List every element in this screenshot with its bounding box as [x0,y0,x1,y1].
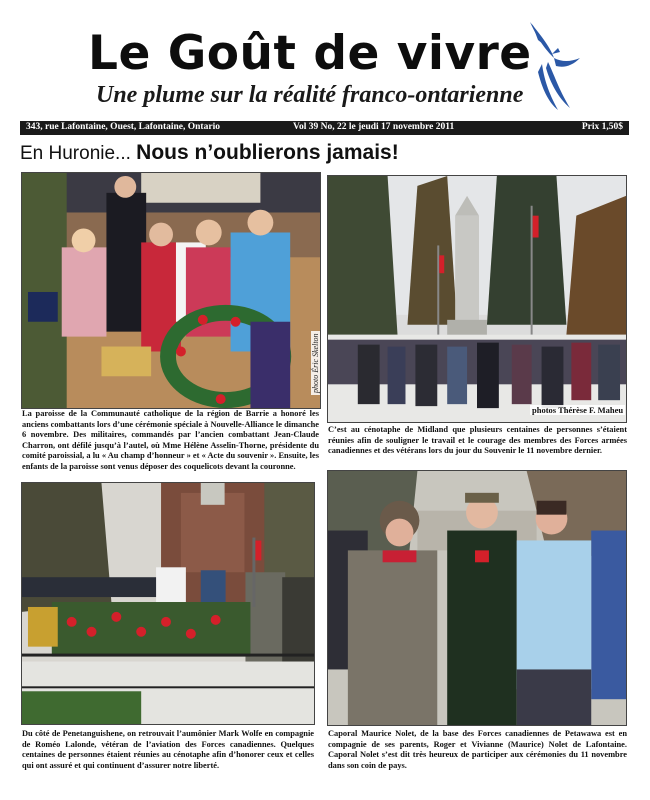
photo-midland-cenotaph [327,175,627,423]
photo-children-wreath [21,172,321,409]
photo-penetanguishene-cenotaph [21,482,315,725]
address-text: 343, rue Lafontaine, Ouest, Lafontaine, Ontario [26,122,220,132]
issue-info-bar [20,121,629,135]
price-text: Prix 1,50$ [581,122,623,132]
photo-caporal-nolet-family [327,470,627,726]
photo-credit-2: photos Thérèse F. Maheu [532,405,624,415]
newspaper-title: Le Goût de vivre [88,26,532,81]
caption-photo-3: Du côté de Penetanguishene, on retrouvait l’aumônier Mark Wolfe en compagnie de Roméo Lalonde, vétéran de l’aviation des Forces canadiennes. Quelques centaines de personnes étaient réunies au cénotaphe afin d’honorer ceux et celles qui ont assuré et qui continuent d’assurer notre liberté. [22,729,314,770]
issue-volume-text: Vol 39 No, 22 le jeudi 17 novembre 2011 [293,122,455,132]
caption-photo-1: La paroisse de la Communauté catholique de la région de Barrie a honoré les anciens combattants lors d’une cérémonie spéciale à Nouvelle-Alliance le dimanche 6 novembre. Des militaires, commandés par l’ancien combattant Jean-Claude Charron, ont défilé jusqu’à l’autel, où Mme Hélène Asselin-Thorne, présidente du comité paroissial, a lu « Au champ d’honneur » et « Acte du souvenir ». Ensuite, les enfants de la paroisse sont venus déposer des coquelicots devant la couronne. [22,409,319,471]
photo-credit-1: photo Éric Skelton [311,333,320,393]
masthead [0,0,650,120]
caption-photo-2: C’est au cénotaphe de Midland que plusieurs centaines de personnes s’étaient réunies afin de souligner le travail et le courage des membres des Forces armées canadiennes et des vétérans lors du jour du Souvenir le 11 novembre dernier. [328,425,627,455]
headline-prefix: En Huronie... [20,143,137,164]
newspaper-tagline: Une plume sur la réalité franco-ontarienne [96,82,524,108]
headline-main: Nous n’oublierons jamais! [136,141,399,164]
page-headline [20,141,399,165]
bird-logo-icon [518,18,584,114]
caption-photo-4: Caporal Maurice Nolet, de la base des Forces canadiennes de Petawawa est en compagnie de ses parents, Roger et Vivianne (Maurice) Nolet de Lafontaine. Caporal Nolet s’est dit très heureux de participer aux cérémonies du 11 novembre dans son coin de pays. [328,729,627,770]
